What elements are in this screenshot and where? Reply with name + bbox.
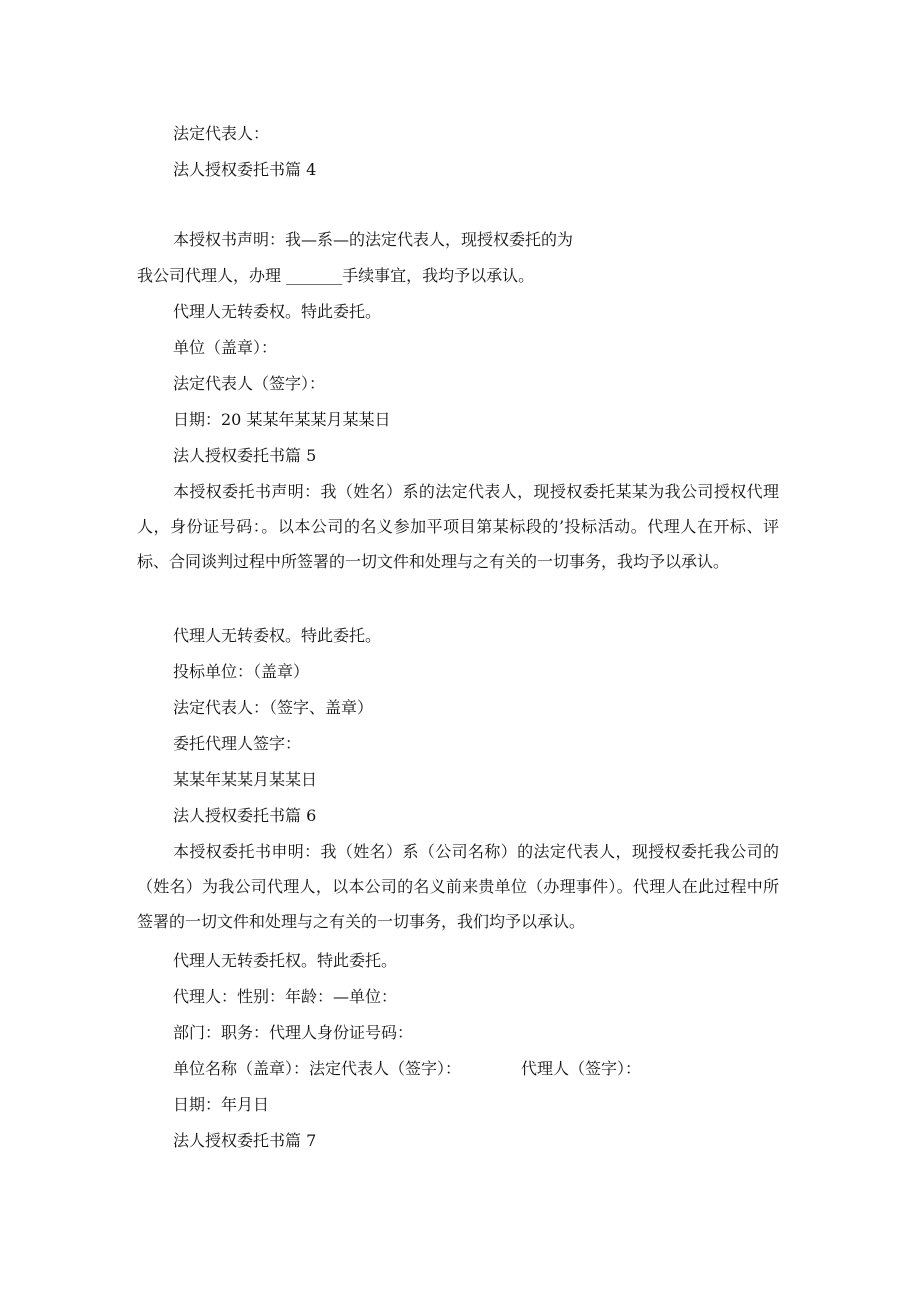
section-heading-6: 法人授权委托书篇 6 <box>173 806 317 825</box>
agent-signature: 代理人（签字）： <box>521 1059 642 1078</box>
legal-representative-label: 法定代表人： <box>173 124 270 143</box>
representative-sign-seal-line: 法定代表人：（签字、盖章） <box>173 698 374 717</box>
declaration-paragraph-6: 本授权委托书申明：我（姓名）系（公司名称）的法定代表人，现授权委托我公司的（姓名）为我公司代理人，以本公司的名义前来贵单位（办理事件）。代理人在此过程中所签署的一切文件和处理与之有关的一切事务，我们均予以承认。 <box>137 842 779 931</box>
unit-seal-line: 单位（盖章）： <box>173 338 278 357</box>
no-sub-delegation-line-6: 代理人无转委托权。特此委托。 <box>173 951 398 970</box>
no-sub-delegation-line: 代理人无转委权。特此委托。 <box>173 302 382 321</box>
section-heading-4: 法人授权委托书篇 4 <box>173 160 317 179</box>
section-heading-7: 法人授权委托书篇 7 <box>173 1131 317 1150</box>
department-info-line: 部门：职务：代理人身份证号码： <box>173 1023 414 1042</box>
representative-signature-line: 法定代表人（签字）： <box>173 374 326 393</box>
no-sub-delegation-line-5: 代理人无转委权。特此委托。 <box>173 626 382 645</box>
agent-info-line: 代理人：性别：年龄：—单位： <box>173 987 398 1006</box>
agent-signature-line: 委托代理人签字： <box>173 734 302 753</box>
date-line-5: 某某年某某月某某日 <box>173 770 318 789</box>
signatures-line <box>173 1059 641 1079</box>
bidding-unit-line: 投标单位：（盖章） <box>173 662 310 681</box>
declaration-paragraph-5: 本授权委托书声明：我（姓名）系的法定代表人，现授权委托某某为我公司授权代理人，身份证号码：。以本公司的名义参加平项目第某标段的’投标活动。代理人在开标、评标、合同谈判过程中所签署的一切文件和处理与之有关的一切事务，我均予以承认。 <box>137 482 779 571</box>
declaration-line-2: 我公司代理人，办理 _______手续事宜，我均予以承认。 <box>137 266 535 285</box>
date-line-6: 日期：年月日 <box>173 1095 270 1114</box>
date-line: 日期：20 某某年某某月某某日 <box>173 410 391 429</box>
declaration-line-1: 本授权书声明：我—系—的法定代表人，现授权委托的为 <box>173 230 574 249</box>
section-heading-5: 法人授权委托书篇 5 <box>173 446 317 465</box>
unit-representative-signature: 单位名称（盖章）：法定代表人（签字）： <box>173 1059 462 1078</box>
